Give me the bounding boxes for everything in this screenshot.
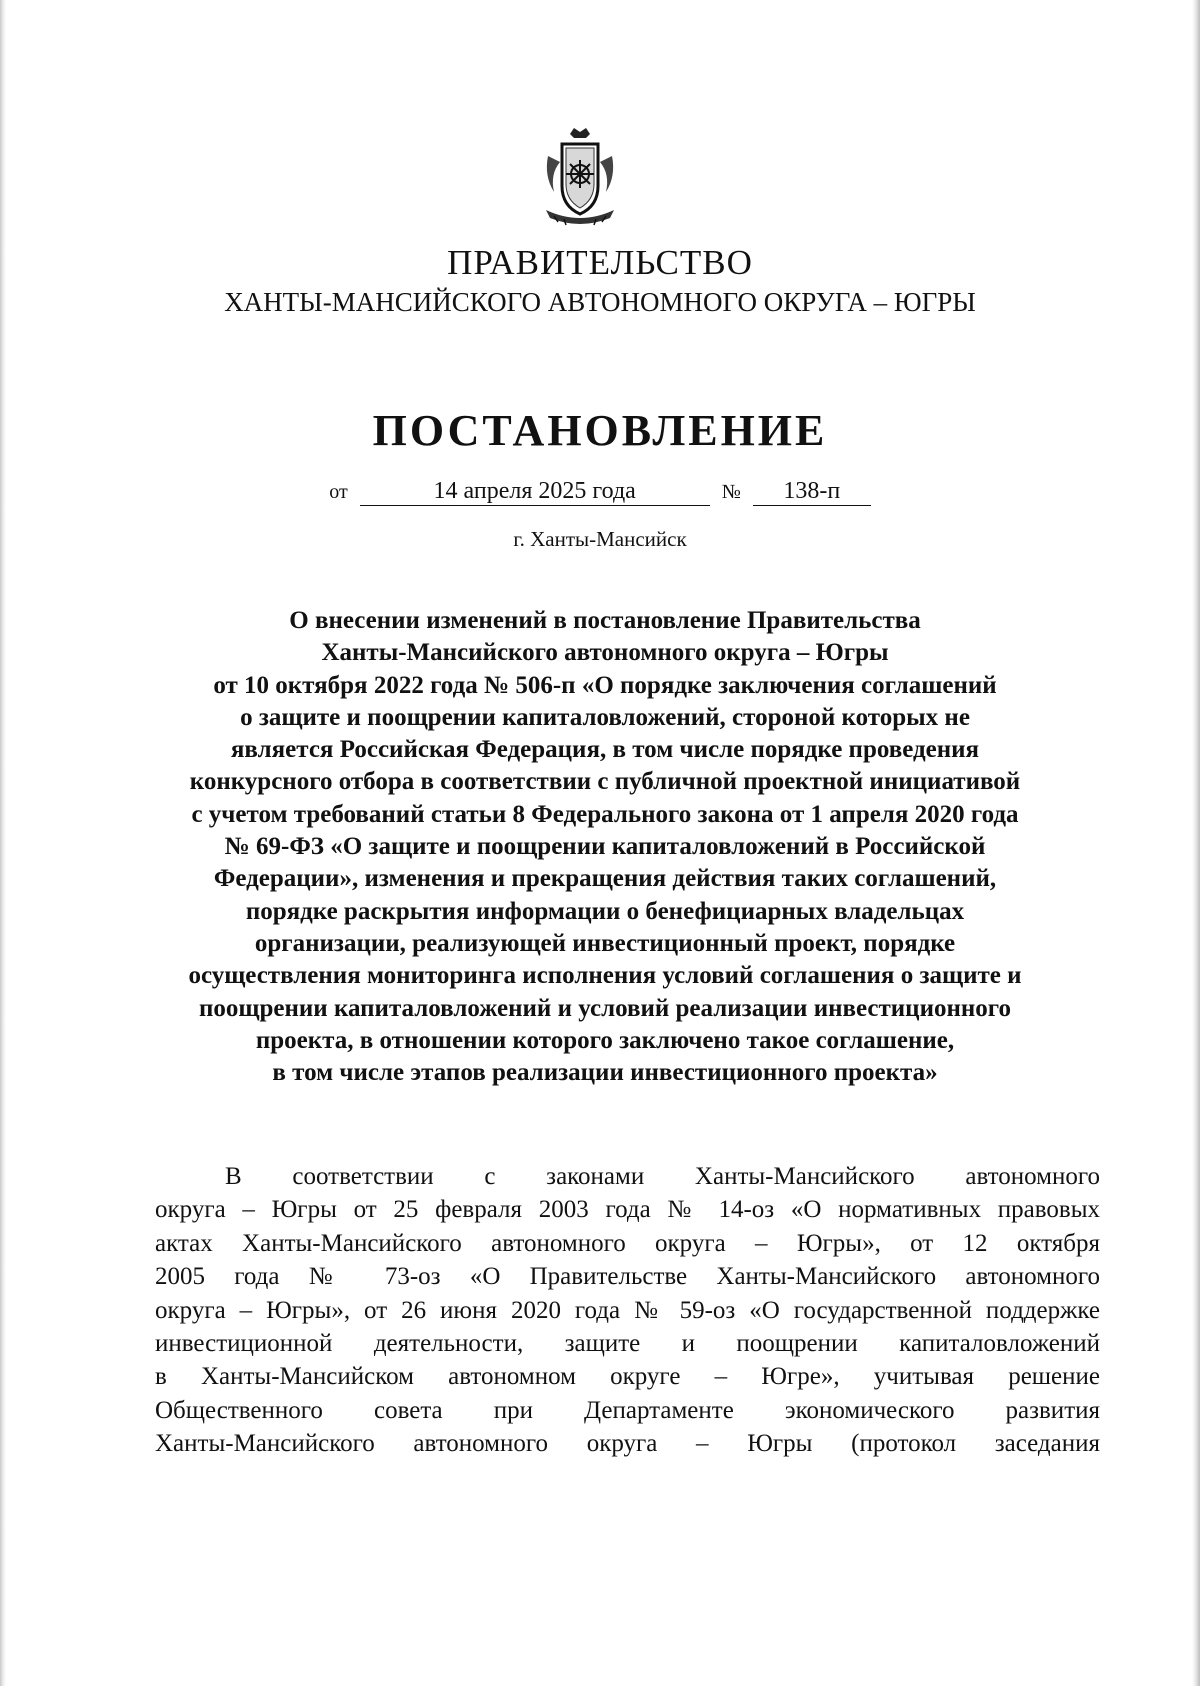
org-name-line1: ПРАВИТЕЛЬСТВО xyxy=(447,243,753,282)
body-line: в Ханты-Мансийском автономном округе – Югре», учитывая решение xyxy=(155,1363,1100,1391)
body-line: актах Ханты-Мансийского автономного округа – Югры», от 12 октября xyxy=(155,1229,1100,1257)
body-line: инвестиционной деятельности, защите и поощрении капиталовложений xyxy=(155,1330,1100,1358)
body-line: В соответствии с законами Ханты-Мансийского автономного xyxy=(225,1163,1100,1190)
coat-of-arms-icon xyxy=(540,126,620,226)
title-line: О внесении изменений в постановление Правительства xyxy=(289,607,921,634)
title-line: с учетом требований статьи 8 Федерального закона от 1 апреля 2020 года xyxy=(191,800,1019,828)
date-number-line xyxy=(0,475,1200,508)
document-title xyxy=(150,605,1060,1089)
document-date: 14 апреля 2025 года xyxy=(360,477,710,506)
title-line: Федерации», изменения и прекращения действия таких соглашений, xyxy=(213,865,997,893)
title-line: поощрении капиталовложений и условий реализации инвестиционного xyxy=(198,994,1012,1022)
title-line: № 69-ФЗ «О защите и поощрении капиталовложений в Российской xyxy=(224,833,986,861)
date-prefix: от xyxy=(329,481,348,503)
title-line: Ханты-Мансийского автономного округа – Югры xyxy=(321,639,889,667)
number-prefix: № xyxy=(721,481,741,503)
title-line: в том числе этапов реализации инвестиционного проекта» xyxy=(272,1059,938,1087)
title-line: организации, реализующей инвестиционный проект, порядке xyxy=(254,929,956,957)
body-line: Ханты-Мансийского автономного округа – Югры (протокол заседания xyxy=(155,1430,1100,1458)
title-line: конкурсного отбора в соответствии с публичной проектной инициативой xyxy=(189,768,1021,796)
document-number: 138-п xyxy=(753,477,871,506)
body-line: округа – Югры от 25 февраля 2003 года № 14-оз «О нормативных правовых xyxy=(155,1196,1100,1224)
document-type: ПОСТАНОВЛЕНИЕ xyxy=(372,406,828,455)
body-line: округа – Югры», от 26 июня 2020 года № 59-оз «О государственной поддержке xyxy=(155,1296,1100,1324)
title-line: осуществления мониторинга исполнения условий соглашения о защите и xyxy=(188,962,1022,990)
city: г. Ханты-Мансийск xyxy=(513,527,687,551)
title-line: порядке раскрытия информации о бенефициарных владельцах xyxy=(245,897,965,925)
body-paragraph xyxy=(155,1160,1100,1461)
title-line: является Российская Федерация, в том числе порядке проведения xyxy=(230,736,980,764)
title-line: проекта, в отношении которого заключено такое соглашение, xyxy=(255,1026,955,1054)
body-line: Общественного совета при Департаменте экономического развития xyxy=(155,1396,1100,1424)
body-line: 2005 года № 73-оз «О Правительстве Ханты-Мансийского автономного xyxy=(155,1263,1100,1291)
title-line: от 10 октября 2022 года № 506-п «О порядке заключения соглашений xyxy=(213,671,997,699)
org-name-line2: ХАНТЫ-МАНСИЙСКОГО АВТОНОМНОГО ОКРУГА – ЮГРЫ xyxy=(224,287,976,317)
title-line: о защите и поощрении капиталовложений, стороной которых не xyxy=(240,703,970,731)
